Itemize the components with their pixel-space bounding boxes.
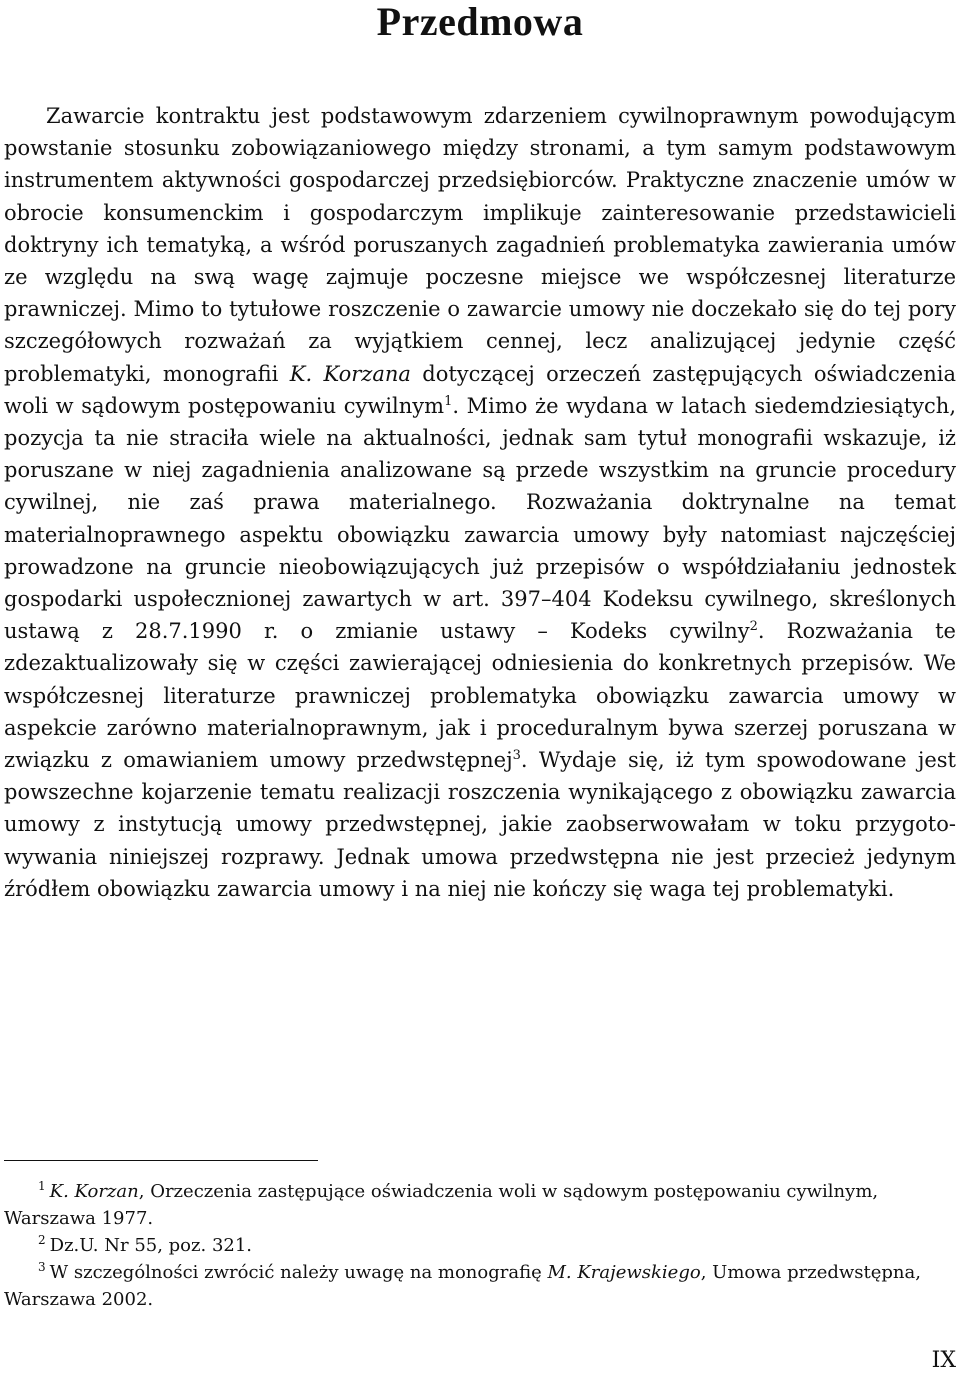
footnote-number: 3 [38,1260,46,1274]
footnote-2 [4,1232,956,1259]
page-title: Przedmowa [376,0,584,44]
footnote-1 [4,1178,956,1232]
footnote-divider [4,1160,318,1161]
footnote-ref-2[interactable]: 2 [749,619,758,635]
footnote-number: 1 [38,1179,46,1193]
page-number: IX [931,1348,956,1373]
footnote-ref-1[interactable]: 1 [444,393,453,409]
footnote-author: M. Krajewskiego [547,1262,701,1283]
preface-body [4,100,956,905]
footnote-text: , Umowa przedwstępna, Warszawa 2002. [4,1262,921,1310]
footnotes [4,1178,956,1313]
paragraph-text-1: Zawarcie kontraktu jest podstawowym zdarzeniem cywilnoprawnym powodującym powstanie stosunku zobowiązaniowego między stronami, a tym samym podstawowym instrumentem aktywności gospodarczej przedsiębiorców. Praktyczne znaczenie umów w obrocie konsumenckim i gospodarczym implikuje zainteresowanie przedstawicieli doktryny ich tematyką, a wśród poruszanych zagadnień problematyka zawierania umów ze względu na swą wagę zajmuje poczesne miejsce we współczesnej literaturze prawniczej. Mimo to tytułowe roszczenie o zawarcie umowy nie doczekało się do tej pory szczegółowych rozważań za wyjątkiem cennej, lecz analizującej jedynie część problematyki, monografii [4,104,956,386]
author-name: K. Korzana [289,361,411,386]
footnote-text: Dz.U. Nr 55, poz. 321. [49,1235,253,1256]
footnote-author: K. Korzan [49,1181,139,1202]
paragraph-text-4: . Rozważania te zdezaktualizowały się w części zawierającej odniesienia do konkretnych przepisów. We współczesnej literaturze prawniczej problematyka obowiązku zawarcia umowy w aspekcie zarówno materialnoprawnym, jak i proceduralnym bywa szerzej poruszana w związku z omawianiem umowy przedwstępnej [4,619,956,773]
paragraph-text-5: . Wydaje się, iż tym spowodowane jest powszechne kojarzenie tematu realizacji roszczenia wynikającego z obowiązku zawarcia umowy z instytucją umowy przedwstępnej, jakie zaobserwowałam w toku przygotowywania niniejszej rozprawy. Jednak umowa przedwstępna nie jest przecież jedynym źródłem obowiązku zawarcia umowy i na niej nie kończy się waga tej problematyki. [4,748,956,901]
preface-paragraph [4,100,956,905]
footnote-text: W szczególności zwrócić należy uwagę na monografię [49,1262,548,1283]
footnote-text: , Orzeczenia zastępujące oświadczenia woli w sądowym postępowaniu cywilnym, Warszawa 1977. [4,1181,879,1229]
footnote-3 [4,1259,956,1313]
paragraph-text-3: . Mimo że wydana w latach siedemdziesiątych, pozycja ta nie straciła wiele na aktualności, jednak sam tytuł monografii wskazuje, iż poruszane w niej zagadnienia analizowane są przede wszystkim na gruncie procedury cywilnej, nie zaś prawa materialnego. Rozważania doktrynalne na temat materialnoprawnego aspektu obowiązku zawarcia umowy były natomiast najczęściej prowadzone na gruncie nieobowiązujących już przepisów o współdziałaniu jednostek gospodarki uspołecznionej zawartych w art. 397–404 Kodeksu cywilnego, skreślonych ustawą z 28.7.1990 r. o zmianie ustawy – Kodeks cywilny [4,393,956,644]
paragraph-text-2: dotyczącej orzeczeń zastępujących oświadczenia woli w sądowym postępowaniu cywilnym [4,361,956,418]
footnote-ref-3[interactable]: 3 [512,748,521,764]
footnote-number: 2 [38,1233,46,1247]
